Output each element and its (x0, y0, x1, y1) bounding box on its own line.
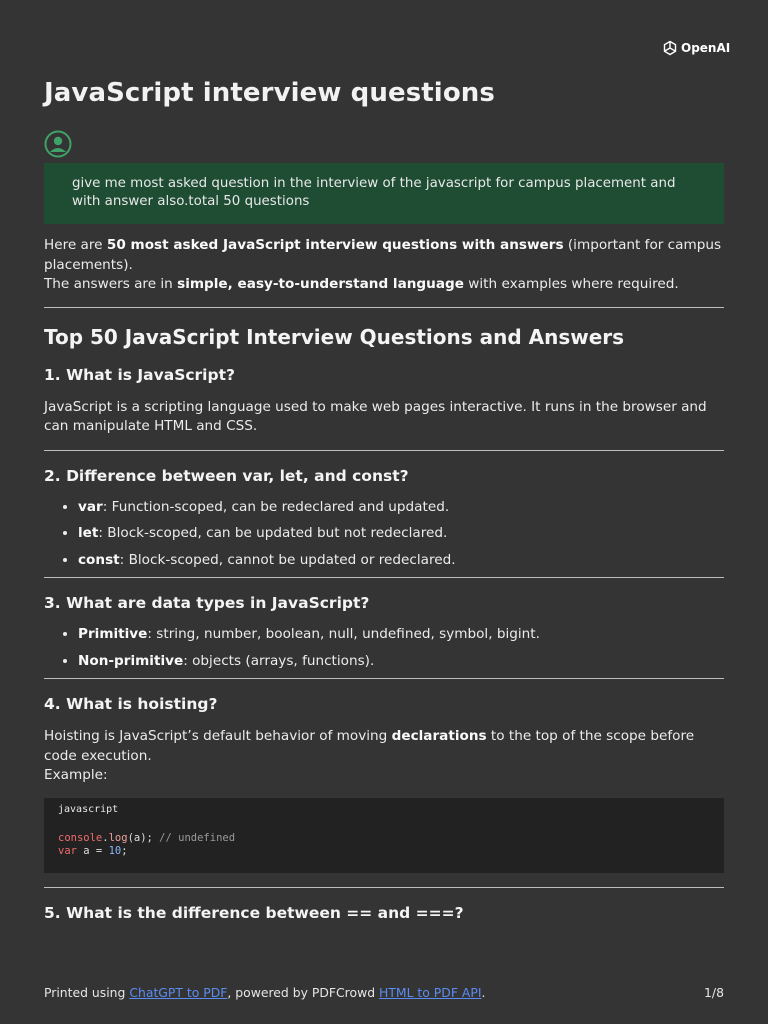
answer-content (44, 236, 724, 922)
chatgpt-to-pdf-link[interactable]: ChatGPT to PDF (129, 985, 228, 1000)
user-avatar (44, 130, 72, 162)
code-language-label: javascript (58, 803, 119, 815)
footer (44, 985, 724, 1000)
divider (44, 450, 724, 451)
list-item: • let: Block-scoped, can be updated but not redeclared. (78, 524, 724, 543)
section-title: Top 50 JavaScript Interview Questions and Answers (44, 324, 625, 349)
question-4-title: 4. What is hoisting? (44, 695, 218, 713)
logo-text: OpenAI (681, 41, 731, 55)
code-block (44, 798, 724, 873)
question-4-answer: Hoisting is JavaScript’s default behavior of moving declarations to the top of the scope before code execution. Example: (44, 728, 695, 783)
openai-logo-icon (662, 40, 678, 56)
code-line: var a = 10; (58, 844, 128, 857)
code-line: console.log(a); // undefined (58, 831, 236, 844)
question-1-answer: JavaScript is a scripting language used to make web pages interactive. It runs in the browser and can manipulate HTML and CSS. (44, 398, 707, 434)
divider (44, 307, 724, 308)
question-3-list (44, 625, 724, 671)
list-item: • var: Function-scoped, can be redeclared and updated. (78, 498, 724, 517)
html-to-pdf-api-link[interactable]: HTML to PDF API (379, 985, 482, 1000)
question-3-title: 3. What are data types in JavaScript? (44, 594, 370, 612)
question-1-title: 1. What is JavaScript? (44, 365, 235, 384)
list-item: • const: Block-scoped, cannot be updated or redeclared. (78, 551, 724, 570)
question-2-title: 2. Difference between var, let, and const? (44, 466, 409, 485)
user-avatar-icon (44, 130, 72, 158)
intro-paragraph: Here are 50 most asked JavaScript interview questions with answers (important for campus placements). The answers are in simple, easy-to-understand language with examples where required. (44, 237, 722, 292)
user-message: give me most asked question in the interview of the javascript for campus placement and with answer also.total 50 questions (44, 163, 724, 224)
footer-credit: Printed using ChatGPT to PDF, powered by PDFCrowd HTML to PDF API. (44, 985, 486, 1000)
page-number: 1/8 (704, 985, 724, 1000)
list-item: • Primitive: string, number, boolean, null, undefined, symbol, bigint. (78, 625, 724, 644)
divider (44, 887, 724, 888)
page-title: JavaScript interview questions (44, 78, 495, 108)
list-item: • Non-primitive: objects (arrays, functions). (78, 652, 724, 671)
openai-logo (662, 40, 730, 56)
divider (44, 577, 724, 578)
question-5-title: 5. What is the difference between == and ===? (44, 903, 464, 922)
divider (44, 678, 724, 679)
question-2-list (44, 498, 724, 570)
